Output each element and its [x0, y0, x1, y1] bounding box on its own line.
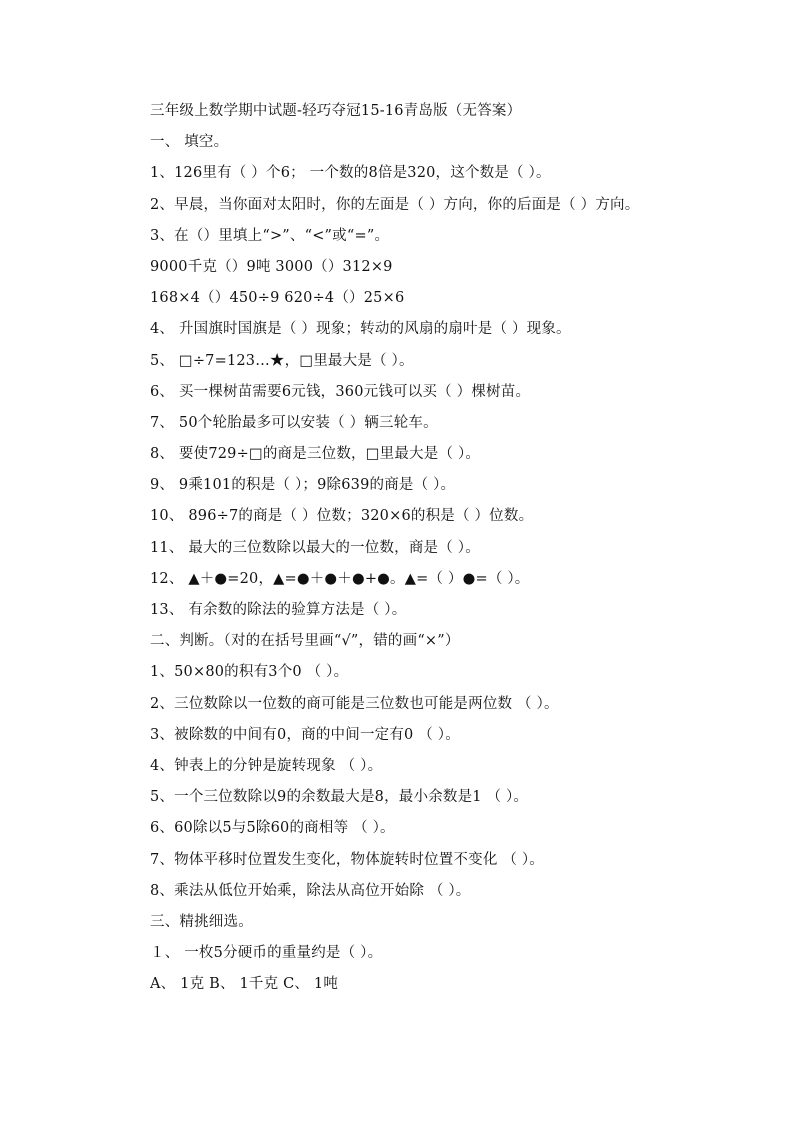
- question-line: 4、钟表上的分钟是旋转现象 （ ）。: [150, 757, 383, 774]
- question-line: 7、 50个轮胎最多可以安装（ ）辆三轮车。: [150, 414, 438, 431]
- section-heading-judge: 二、判断。（对的在括号里画“√”，错的画“×”）: [150, 633, 460, 650]
- question-line: 1、50×80的积有3个0 （ ）。: [150, 664, 349, 681]
- question-line: 168×4（）450÷9 620÷4（）25×6: [150, 290, 405, 307]
- question-line: 6、60除以5与5除60的商相等 （ ）。: [150, 820, 395, 837]
- question-line: 3、被除数的中间有0，商的中间一定有0 （ ）。: [150, 726, 460, 743]
- question-line: 2、三位数除以一位数的商可能是三位数也可能是两位数 （ ）。: [150, 695, 559, 712]
- question-line: 9000千克（）9吨 3000（）312×9: [150, 258, 393, 275]
- question-line: 11、 最大的三位数除以最大的一位数，商是（ ）。: [150, 539, 480, 556]
- answer-options: A、 1克 B、 1千克 C、 1吨: [150, 976, 339, 993]
- question-line: １、 一枚5分硬币的重量约是（ ）。: [150, 945, 383, 962]
- question-line: 12、 ▲＋●=20，▲=●＋●＋●+●。▲=（ ）●=（ ）。: [150, 570, 530, 587]
- question-line: 3、在（）里填上“>”、“<”或“=”。: [150, 227, 390, 244]
- question-line: 6、 买一棵树苗需要6元钱，360元钱可以买（ ）棵树苗。: [150, 383, 531, 400]
- question-line: 1、126里有（ ）个6； 一个数的8倍是320，这个数是（ ）。: [150, 165, 551, 182]
- question-line: 13、 有余数的除法的验算方法是（ ）。: [150, 602, 407, 618]
- question-line: 4、 升国旗时国旗是（ ）现象；转动的风扇的扇叶是（ ）现象。: [150, 321, 571, 338]
- question-line: 2、早晨，当你面对太阳时，你的左面是（ ）方向，你的后面是（ ）方向。: [150, 196, 640, 213]
- question-line: 8、乘法从低位开始乘，除法从高位开始除 （ ）。: [150, 882, 471, 899]
- question-line: 10、 896÷7的商是（ ）位数；320×6的积是（ ）位数。: [150, 508, 534, 525]
- exam-page: [150, 96, 770, 1000]
- section-heading-choice: 三、精挑细选。: [150, 913, 253, 930]
- section-heading-fill-in: 一、 填空。: [150, 134, 229, 151]
- question-line: 5、一个三位数除以9的余数最大是8，最小余数是1 （ ）。: [150, 789, 529, 806]
- question-line: 7、物体平移时位置发生变化，物体旋转时位置不变化 （ ）。: [150, 851, 544, 868]
- question-line: 8、 要使729÷□的商是三位数，□里最大是（ ）。: [150, 446, 481, 463]
- question-line: 5、 □÷7=123…★，□里最大是（ ）。: [150, 352, 414, 369]
- question-line: 9、 9乘101的积是（ ）；9除639的商是（ ）。: [150, 477, 456, 494]
- document-title: 三年级上数学期中试题-轻巧夺冠15-16青岛版（无答案）: [150, 103, 522, 119]
